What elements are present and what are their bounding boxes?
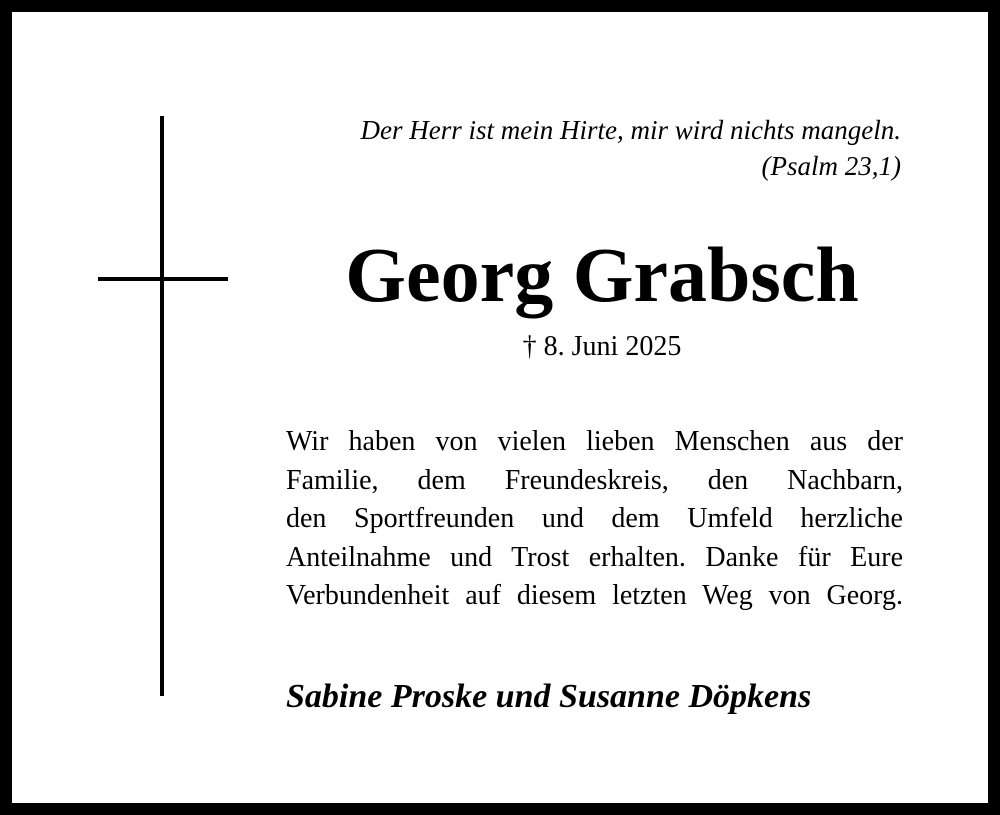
death-date: † 8. Juni 2025 xyxy=(522,331,682,362)
signature: Sabine Proske und Susanne Döpkens xyxy=(286,678,812,715)
deceased-name: Georg Grabsch xyxy=(345,231,859,318)
thank-you-message xyxy=(286,423,903,616)
verse-reference: (Psalm 23,1) xyxy=(761,151,901,181)
message-line: Wir haben von vielen lieben Menschen aus der xyxy=(286,426,903,457)
bible-verse xyxy=(261,112,901,184)
cross-horizontal-bar xyxy=(98,277,228,281)
verse-text: Der Herr ist mein Hirte, mir wird nichts mangeln. xyxy=(360,115,901,145)
message-line: den Sportfreunden und dem Umfeld herzliche xyxy=(286,503,903,534)
cross-vertical-bar xyxy=(160,116,164,696)
message-line: Anteilnahme und Trost erhalten. Danke für Eure xyxy=(286,541,903,573)
message-line: Familie, dem Freundeskreis, den Nachbarn, xyxy=(286,464,903,496)
message-line: Verbundenheit auf diesem letzten Weg von Georg. xyxy=(286,580,903,611)
